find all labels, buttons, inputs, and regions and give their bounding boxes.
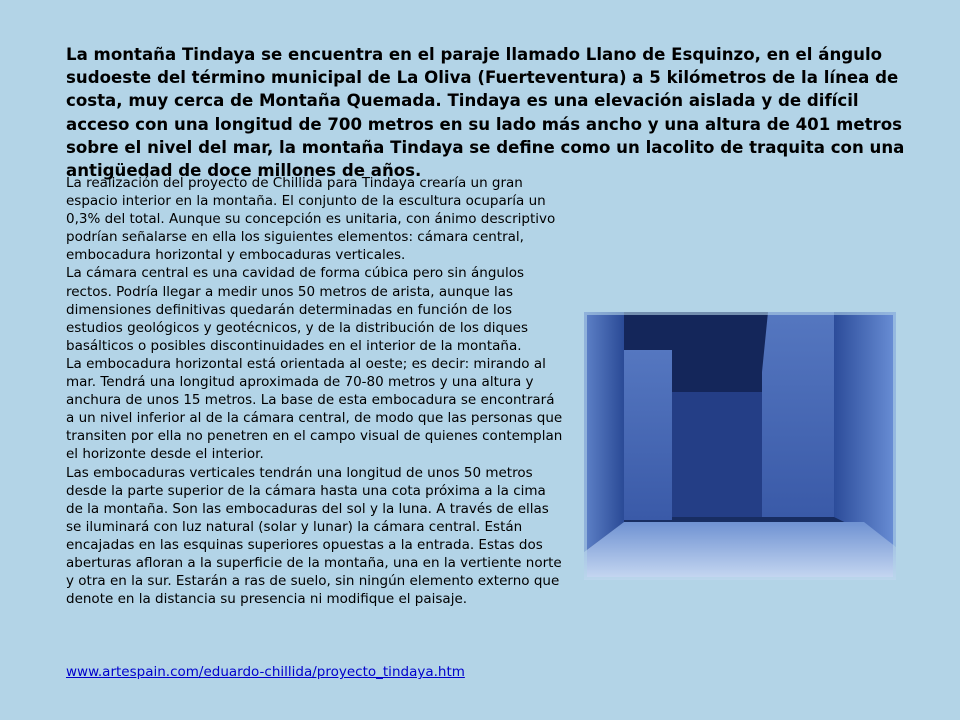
paragraph-description: La realización del proyecto de Chillida para Tindaya crearía un gran espacio interior en la montaña. El conjunto de la escultura ocuparía un 0,3% del total. Aunque su concepción es unitaria, con ánimo descriptivo podrían señalarse en ella los siguientes elementos: cámara central, embocadura horizontal y embocaduras verticales. xyxy=(66,175,556,264)
source-link[interactable]: www.artespain.com/eduardo-chillida/proyecto_tindaya.htm xyxy=(66,664,465,680)
paragraph-vertical-openings: Las embocaduras verticales tendrán una longitud de unos 50 metros desde la parte superior de la cámara hasta una cota próxima a la cima de la montaña. Son las embocaduras del sol y la luna. A través de ellas se iluminará con luz natural (solar y lunar) la cámara central. Están encajadas en las esquinas superiores opuestas a la entrada. Estas dos aberturas afloran a la superficie de la montaña, una en la vertiente norte y otra en la sur. Estarán a ras de suelo, sin ningún elemento externo que denote en la distancia su presencia ni modifique el paisaje. xyxy=(66,464,562,608)
chamber-illustration xyxy=(584,312,896,580)
tindaya-chamber-image xyxy=(584,312,896,580)
body-text xyxy=(66,174,566,608)
paragraph-horizontal-opening: La embocadura horizontal está orientada al oeste; es decir: mirando al mar. Tendrá una longitud aproximada de 70-80 metros y una altura y anchura de unos 15 metros. La base de esta embocadura se encontrará a un nivel inferior al de la cámara central, de modo que las personas que transiten por ella no penetren en el campo visual de quienes contemplan el horizonte desde el interior. xyxy=(66,355,563,463)
intro-paragraph: La montaña Tindaya se encuentra en el paraje llamado Llano de Esquinzo, en el ángulo sudoeste del término municipal de La Oliva (Fuerteventura) a 5 kilómetros de la línea de costa, muy cerca de Montaña Quemada. Tindaya es una elevación aislada y de difícil acceso con una longitud de 700 metros en su lado más ancho y una altura de 401 metros sobre el nivel del mar, la montaña Tindaya se define como un lacolito de traquita con una antigüedad de doce millones de años. xyxy=(66,45,905,181)
paragraph-central-chamber: La cámara central es una cavidad de forma cúbica pero sin ángulos rectos. Podría llegar a medir unos 50 metros de arista, aunque las dimensiones definitivas quedarán determinadas en función de los estudios geológicos y geotécnicos, y de la distribución de los diques basálticos o posibles discontinuidades en el interior de la montaña. xyxy=(66,265,529,354)
